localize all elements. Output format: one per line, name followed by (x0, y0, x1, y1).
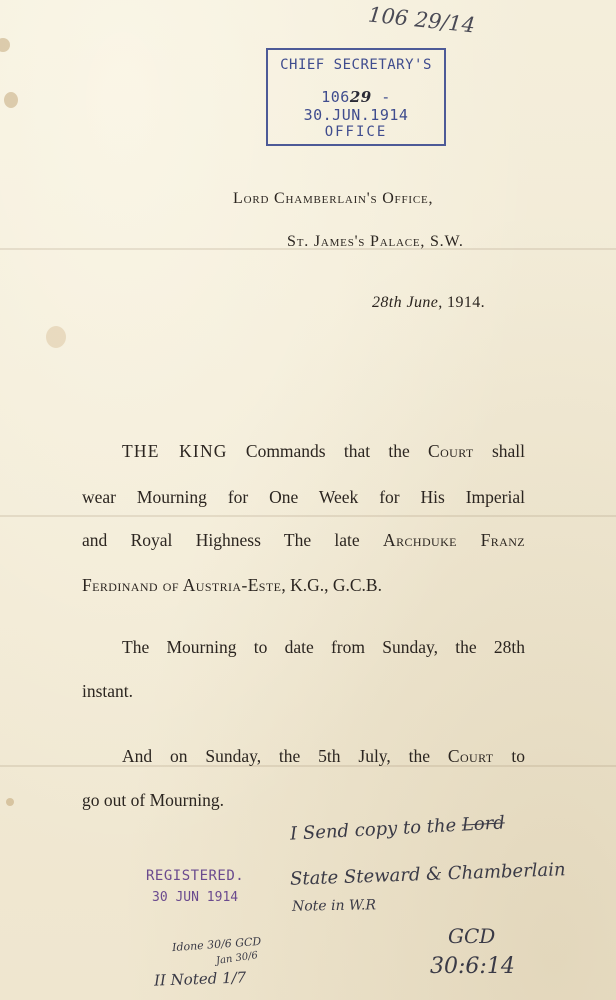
stamp-number-date (268, 88, 444, 124)
paper-stain (0, 38, 10, 52)
stamp-office: OFFICE (324, 124, 388, 140)
body-text: And on Sunday, the 5th July, the (122, 746, 448, 766)
letterhead-office: Lord Chamberlain's Office, (233, 190, 434, 207)
struck-word: Lord (461, 812, 506, 836)
body-text: to (493, 746, 525, 766)
archduke-name: Archduke Franz (383, 530, 526, 550)
handwritten-text: I Send copy to the (289, 814, 463, 845)
stamp-number: 106 (321, 88, 350, 106)
stamp-date: - 30.JUN.1914 (303, 88, 409, 124)
handwritten-note-line-3: Note in W.R (291, 897, 377, 915)
handwritten-note-left-3: II Noted 1/7 (153, 968, 247, 990)
honours-text: , K.G., G.C.B. (281, 575, 382, 595)
handwritten-note-line-2: State Steward & Chamberlain (289, 859, 566, 890)
paragraph-3-line-1 (82, 746, 525, 767)
paragraph-1-line-3 (82, 530, 525, 551)
stamp-heading: CHIEF SECRETARY'S (280, 57, 432, 73)
the-king-text: THE KING (122, 441, 228, 461)
registered-stamp (146, 868, 244, 905)
paper-stain (4, 92, 18, 108)
paragraph-3-line-2: go out of Mourning. (82, 790, 224, 810)
handwritten-date: 30:6:14 (430, 954, 515, 979)
paragraph-1-line-2: wear Mourning for One Week for His Imperial (82, 487, 525, 507)
body-text: shall (473, 441, 525, 461)
chief-secretary-stamp (266, 48, 446, 146)
archduke-name-cont: Ferdinand of Austria-Este (82, 575, 282, 595)
letter-date-year: , 1914. (438, 294, 486, 311)
registered-label: REGISTERED. (146, 868, 245, 884)
letter-date-day: 28th June (372, 294, 439, 311)
paper-stain (6, 798, 14, 806)
handwritten-note-left-1: Idone 30/6 GCD (171, 934, 262, 955)
court-text: Court (428, 441, 474, 461)
paper-stain (46, 326, 66, 348)
body-text: and Royal Highness The late (82, 530, 384, 550)
stamp-number-overwrite: 29 (349, 88, 372, 106)
handwritten-note-left-2: Jan 30/6 (215, 950, 259, 967)
paragraph-1-line-1 (82, 441, 525, 462)
registered-date: 30 JUN 1914 (152, 890, 239, 905)
letterhead-address: St. James's Palace, S.W. (287, 233, 464, 250)
paragraph-1-line-4 (82, 575, 382, 596)
body-text: Commands that the (227, 441, 429, 461)
handwritten-note-line-1 (290, 812, 506, 844)
handwritten-initials: GCD (448, 924, 496, 948)
paper-fold (0, 515, 616, 517)
paragraph-2-line-2: instant. (82, 681, 134, 701)
paragraph-2-line-1: The Mourning to date from Sunday, the 28th (122, 637, 525, 657)
court-text: Court (447, 746, 494, 766)
handwritten-reference-number: 106 29/14 (367, 2, 477, 38)
letter-date (372, 294, 485, 312)
